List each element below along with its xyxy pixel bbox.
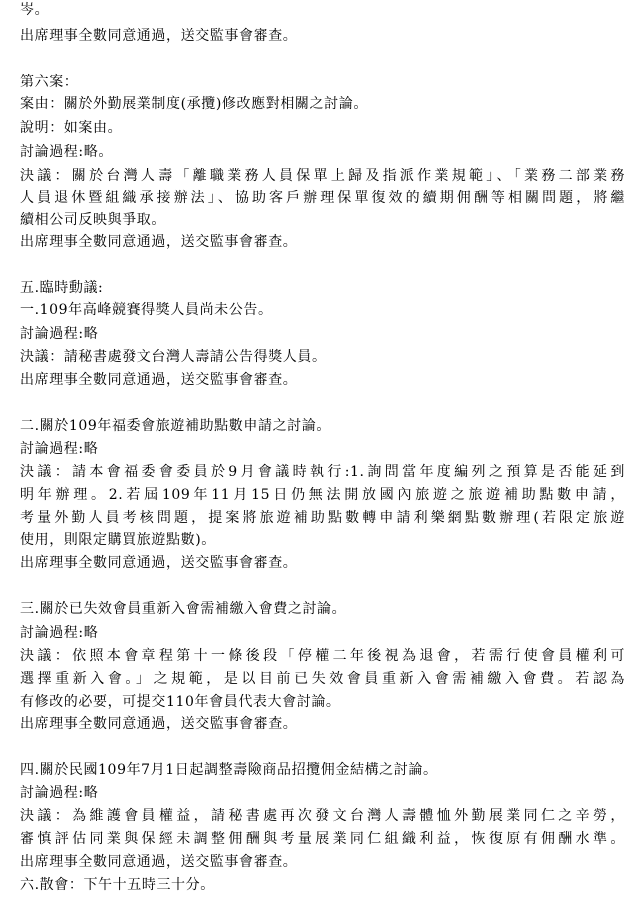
item-heading: 二.關於109年福委會旅遊補助點數申請之討論。 <box>20 418 331 434</box>
text-line: 出席理事全數同意通過，送交監事會審查。 <box>20 854 298 870</box>
item-heading: 三.關於已失效會員重新入會需補繳入會費之討論。 <box>20 601 347 617</box>
text-line: 出席理事全數同意通過，送交監事會審查。 <box>20 372 298 388</box>
text-line: 討論過程:略 <box>20 326 99 342</box>
section-heading: 第六案： <box>20 74 79 90</box>
closing-line: 六.散會：下午十五時三十分。 <box>20 877 215 893</box>
text-line: 續相公司反映與爭取。 <box>20 212 166 228</box>
text-line: 使用，則限定購買旅遊點數)。 <box>20 532 216 548</box>
text-line: 岑。 <box>20 2 50 18</box>
text-line: 選擇重新入會。」之規範，是以目前已失效會員重新入會需補繳入會費。若認為 <box>20 671 625 687</box>
text-line: 討論過程:略 <box>20 625 99 641</box>
text-line: 決議：依照本會章程第十一條後段「停權二年後視為退會，若需行使會員權利可 <box>20 648 625 664</box>
text-line: 出席理事全數同意通過，送交監事會審查。 <box>20 716 298 732</box>
item-heading: 四.關於民國109年7月1日起調整壽險商品招攬佣金結構之討論。 <box>20 762 438 778</box>
text-line: 決議：為維護會員權益，請秘書處再次發文台灣人壽體恤外勤展業同仁之辛勞， <box>20 808 625 824</box>
text-line: 有修改的必要，可提交110年會員代表大會討論。 <box>20 694 341 710</box>
text-line: 明年辦理。2.若屆109年11月15日仍無法開放國內旅遊之旅遊補助點數申請， <box>20 487 625 503</box>
text-line: 考量外勤人員考核問題，提案將旅遊補助點數轉申請利樂網點數辦理(若限定旅遊 <box>20 510 625 526</box>
item-heading: 一.109年高峰競賽得獎人員尚未公告。 <box>20 302 273 318</box>
text-line: 人員退休暨組織承接辦法」、協助客戶辦理保單復效的續期佣酬等相關問題，將繼 <box>20 190 625 206</box>
text-line: 討論過程:略。 <box>20 144 113 160</box>
text-line: 審慎評估同業與保經未調整佣酬與考量展業同仁組織利益，恢復原有佣酬水準。 <box>20 831 625 847</box>
text-line: 出席理事全數同意通過，送交監事會審查。 <box>20 555 298 571</box>
text-line: 案由：關於外勤展業制度(承攬)修改應對相關之討論。 <box>20 96 368 112</box>
text-line: 出席理事全數同意通過，送交監事會審查。 <box>20 234 298 250</box>
text-line: 決議：關於台灣人壽「離職業務人員保單上歸及指派作業規範」、「業務二部業務 <box>20 168 625 184</box>
text-line: 決議：請秘書處發文台灣人壽請公告得獎人員。 <box>20 349 327 365</box>
text-line: 討論過程:略 <box>20 441 99 457</box>
section-heading: 五.臨時動議: <box>20 280 104 296</box>
text-line: 決議：請本會福委會委員於9月會議時執行:1.詢問當年度編列之預算是否能延到 <box>20 464 625 480</box>
text-line: 說明：如案由。 <box>20 120 123 136</box>
text-line: 討論過程:略 <box>20 785 99 801</box>
text-line: 出席理事全數同意通過，送交監事會審查。 <box>20 28 298 44</box>
